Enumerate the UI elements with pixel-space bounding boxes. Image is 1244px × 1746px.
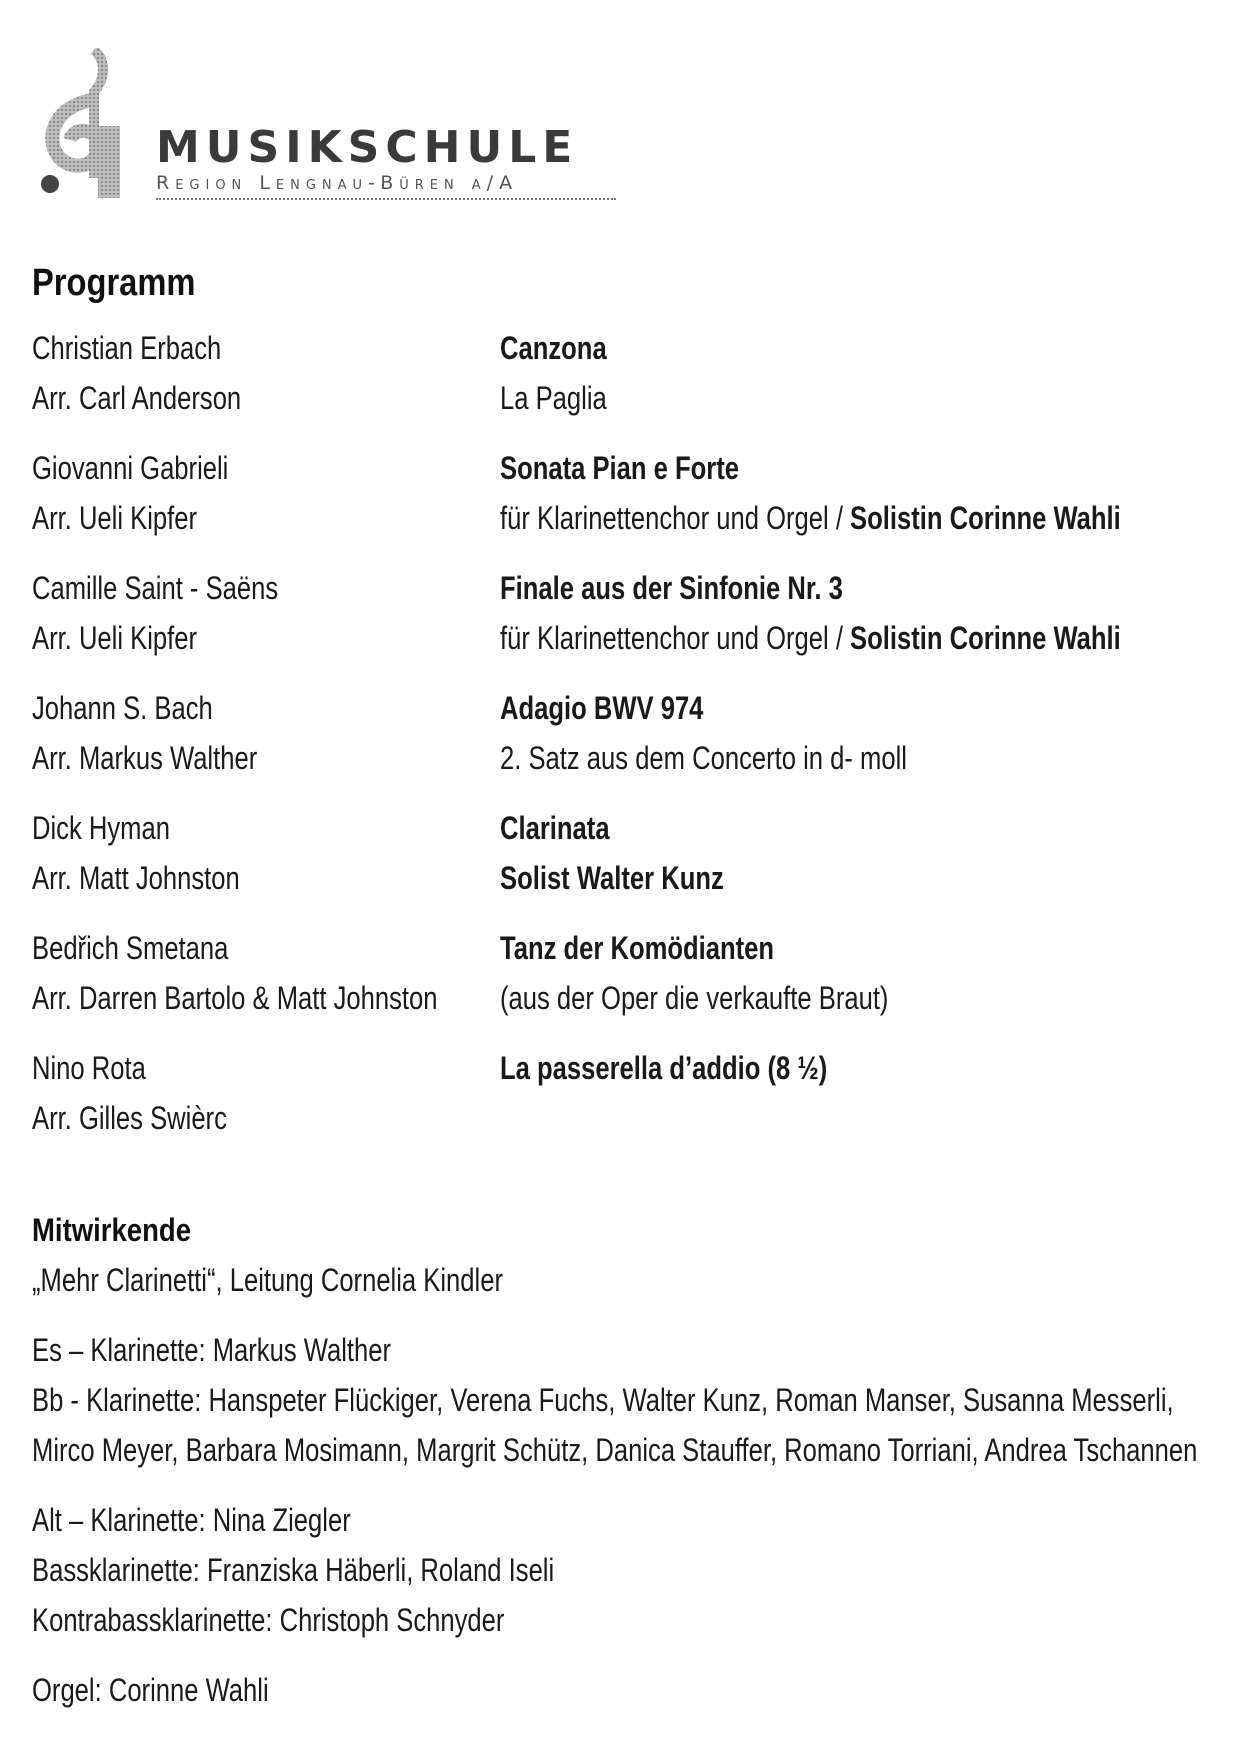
logo-subtitle: Region Lengnau-Büren a/A <box>156 172 519 194</box>
program-heading: Programm <box>32 262 196 304</box>
work-detail-text: für Klarinettenchor und Orgel / <box>500 620 851 656</box>
work-title: Canzona <box>500 330 607 366</box>
school-logo <box>36 48 616 208</box>
arranger-name: Arr. Darren Bartolo & Matt Johnston <box>32 980 438 1016</box>
work-detail: La Paglia <box>500 380 607 416</box>
organ-line: Orgel: Corinne Wahli <box>32 1672 269 1708</box>
composer-name: Nino Rota <box>32 1050 146 1086</box>
treble-clef-icon <box>36 48 146 198</box>
work-title: Sonata Pian e Forte <box>500 450 739 486</box>
composer-name: Dick Hyman <box>32 810 170 846</box>
work-title: La passerella d’addio (8 ½) <box>500 1050 828 1086</box>
arranger-name: Arr. Ueli Kipfer <box>32 620 198 656</box>
soloist-name: Solist Walter Kunz <box>500 860 724 896</box>
work-detail-text: für Klarinettenchor und Orgel / <box>500 500 851 536</box>
composer-name: Giovanni Gabrieli <box>32 450 229 486</box>
work-detail <box>500 620 1121 657</box>
composer-name: Christian Erbach <box>32 330 222 366</box>
bb-clarinet-line: Mirco Meyer, Barbara Mosimann, Margrit Schütz, Danica Stauffer, Romano Torriani, Andrea Tschannen <box>32 1432 1198 1468</box>
work-detail: (aus der Oper die verkaufte Braut) <box>500 980 889 1016</box>
work-title: Clarinata <box>500 810 610 846</box>
ensemble-line: „Mehr Clarinetti“, Leitung Cornelia Kindler <box>32 1262 503 1298</box>
soloist-name: Solistin Corinne Wahli <box>850 620 1121 656</box>
composer-name: Camille Saint - Saëns <box>32 570 279 606</box>
bb-clarinet-line: Bb - Klarinette: Hanspeter Flückiger, Verena Fuchs, Walter Kunz, Roman Manser, Susanna Messerli, <box>32 1382 1174 1418</box>
work-detail: 2. Satz aus dem Concerto in d- moll <box>500 740 907 776</box>
composer-name: Bedřich Smetana <box>32 930 229 966</box>
soloist-name: Solistin Corinne Wahli <box>850 500 1121 536</box>
alt-clarinet-line: Alt – Klarinette: Nina Ziegler <box>32 1502 351 1538</box>
arranger-name: Arr. Carl Anderson <box>32 380 242 416</box>
participants-heading: Mitwirkende <box>32 1212 192 1248</box>
logo-title: MUSIKSCHULE <box>156 122 579 173</box>
contrabass-clarinet-line: Kontrabassklarinette: Christoph Schnyder <box>32 1602 505 1638</box>
es-clarinet-line: Es – Klarinette: Markus Walther <box>32 1332 391 1368</box>
work-title: Tanz der Komödianten <box>500 930 775 966</box>
composer-name: Johann S. Bach <box>32 690 213 726</box>
work-detail <box>500 500 1121 537</box>
work-title: Adagio BWV 974 <box>500 690 704 726</box>
bass-clarinet-line: Bassklarinette: Franziska Häberli, Roland Iseli <box>32 1552 555 1588</box>
work-title: Finale aus der Sinfonie Nr. 3 <box>500 570 843 606</box>
arranger-name: Arr. Matt Johnston <box>32 860 240 896</box>
logo-divider <box>156 198 616 200</box>
arranger-name: Arr. Markus Walther <box>32 740 258 776</box>
arranger-name: Arr. Ueli Kipfer <box>32 500 198 536</box>
arranger-name: Arr. Gilles Swièrc <box>32 1100 227 1136</box>
